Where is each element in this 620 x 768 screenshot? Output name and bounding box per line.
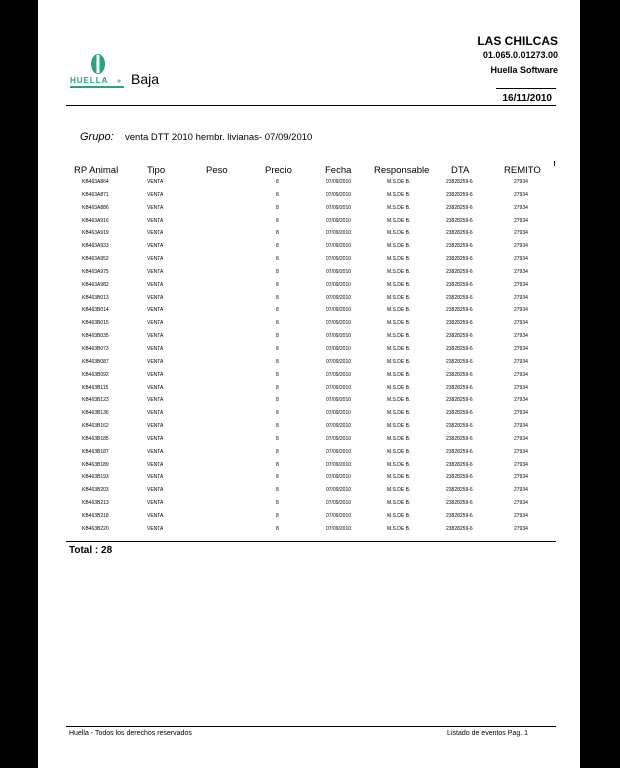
column-header-remito: REMITO <box>504 165 541 176</box>
cell-dta: 23828259-6 <box>446 512 473 519</box>
cell-responsable: M.S.DE B. <box>387 487 411 494</box>
table-row <box>38 241 580 254</box>
table-row <box>38 357 580 370</box>
table-row <box>38 203 580 216</box>
cell-fecha: 07/09/2010 <box>326 500 352 507</box>
cell-tipo: VENTA <box>147 243 164 250</box>
cell-tipo: VENTA <box>147 294 164 301</box>
cell-dta: 23828259-6 <box>446 435 473 442</box>
cell-fecha: 07/09/2010 <box>326 435 352 442</box>
cell-rp-animal: KB463B187 <box>82 448 109 455</box>
cell-remito: 27934 <box>514 191 528 198</box>
cell-rp-animal: KB463A864 <box>82 179 109 185</box>
cell-tipo: VENTA <box>147 307 164 314</box>
cell-rp-animal: KB463B014 <box>82 307 109 314</box>
cell-precio: 8 <box>276 294 279 301</box>
cell-tipo: VENTA <box>147 345 164 352</box>
cell-fecha: 07/09/2010 <box>326 371 352 378</box>
column-header-responsable: Responsable <box>374 165 430 176</box>
cell-fecha: 07/09/2010 <box>326 230 352 237</box>
cell-rp-animal: KB463B185 <box>82 435 109 442</box>
table-row <box>38 331 580 344</box>
table-row <box>38 447 580 460</box>
cell-remito: 27934 <box>514 358 528 365</box>
cell-precio: 8 <box>276 525 279 532</box>
table-row <box>38 280 580 293</box>
cell-tipo: VENTA <box>147 500 164 507</box>
cell-rp-animal: KB463B193 <box>82 474 109 481</box>
cell-remito: 27934 <box>514 487 528 494</box>
table-row <box>38 460 580 473</box>
cell-tipo: VENTA <box>147 435 164 442</box>
cell-rp-animal: KB463B218 <box>82 512 109 519</box>
cell-tipo: VENTA <box>147 384 164 391</box>
cell-remito: 27934 <box>514 410 528 417</box>
cell-fecha: 07/09/2010 <box>326 333 352 340</box>
cell-fecha: 07/09/2010 <box>326 461 352 468</box>
cell-fecha: 07/09/2010 <box>326 268 352 275</box>
cell-remito: 27934 <box>514 294 528 301</box>
cell-fecha: 07/09/2010 <box>326 525 352 532</box>
cell-remito: 27934 <box>514 307 528 314</box>
cell-dta: 23828259-6 <box>446 371 473 378</box>
cell-precio: 8 <box>276 384 279 391</box>
cell-tipo: VENTA <box>147 371 164 378</box>
report-page <box>38 0 580 768</box>
cell-rp-animal: KB463A952 <box>82 256 109 263</box>
cell-dta: 23828259-6 <box>446 281 473 288</box>
cell-fecha: 07/09/2010 <box>326 397 352 404</box>
cell-precio: 8 <box>276 423 279 430</box>
group-label: Grupo: <box>80 131 114 143</box>
cell-dta: 23828259-6 <box>446 204 473 211</box>
cell-dta: 23828259-6 <box>446 333 473 340</box>
cell-remito: 27934 <box>514 243 528 250</box>
cell-fecha: 07/09/2010 <box>326 358 352 365</box>
table-row <box>38 305 580 318</box>
cell-tipo: VENTA <box>147 256 164 263</box>
cell-responsable: M.S.DE B. <box>387 474 411 481</box>
cell-responsable: M.S.DE B. <box>387 448 411 455</box>
cell-remito: 27934 <box>514 384 528 391</box>
cell-precio: 8 <box>276 358 279 365</box>
cell-tipo: VENTA <box>147 525 164 532</box>
cell-remito: 27934 <box>514 230 528 237</box>
svg-text:»: » <box>117 78 121 85</box>
cell-rp-animal: KB463B013 <box>82 294 109 301</box>
cell-tipo: VENTA <box>147 268 164 275</box>
cell-precio: 8 <box>276 179 279 185</box>
cell-fecha: 07/09/2010 <box>326 320 352 327</box>
cell-precio: 8 <box>276 256 279 263</box>
cell-fecha: 07/09/2010 <box>326 410 352 417</box>
table-row <box>38 395 580 408</box>
cell-tipo: VENTA <box>147 397 164 404</box>
cell-remito: 27934 <box>514 281 528 288</box>
footer-divider <box>66 726 556 727</box>
cell-remito: 27934 <box>514 448 528 455</box>
cell-dta: 23828259-6 <box>446 448 473 455</box>
cell-tipo: VENTA <box>147 474 164 481</box>
cell-tipo: VENTA <box>147 191 164 198</box>
cell-dta: 23828259-6 <box>446 397 473 404</box>
table-row <box>38 472 580 485</box>
cell-dta: 23828259-6 <box>446 500 473 507</box>
cell-dta: 23828259-6 <box>446 191 473 198</box>
cell-responsable: M.S.DE B. <box>387 191 411 198</box>
table-row <box>38 190 580 203</box>
cell-tipo: VENTA <box>147 410 164 417</box>
cell-responsable: M.S.DE B. <box>387 500 411 507</box>
cell-precio: 8 <box>276 435 279 442</box>
cell-tipo: VENTA <box>147 423 164 430</box>
cell-precio: 8 <box>276 461 279 468</box>
cell-rp-animal: KB463A916 <box>82 217 109 224</box>
cell-precio: 8 <box>276 448 279 455</box>
cell-tipo: VENTA <box>147 179 164 185</box>
cell-rp-animal: KB463B092 <box>82 371 109 378</box>
cell-rp-animal: KB463A919 <box>82 230 109 237</box>
cell-responsable: M.S.DE B. <box>387 281 411 288</box>
cell-responsable: M.S.DE B. <box>387 179 411 185</box>
cell-remito: 27934 <box>514 512 528 519</box>
cell-fecha: 07/09/2010 <box>326 179 352 185</box>
cell-fecha: 07/09/2010 <box>326 487 352 494</box>
cell-rp-animal: KB463B035 <box>82 333 109 340</box>
cell-dta: 23828259-6 <box>446 410 473 417</box>
table-row <box>38 498 580 511</box>
cell-responsable: M.S.DE B. <box>387 410 411 417</box>
cell-responsable: M.S.DE B. <box>387 294 411 301</box>
table-row <box>38 216 580 229</box>
cell-remito: 27934 <box>514 461 528 468</box>
cell-rp-animal: KB463B189 <box>82 461 109 468</box>
cell-fecha: 07/09/2010 <box>326 307 352 314</box>
cell-responsable: M.S.DE B. <box>387 243 411 250</box>
cell-remito: 27934 <box>514 397 528 404</box>
cell-precio: 8 <box>276 512 279 519</box>
cell-dta: 23828259-6 <box>446 294 473 301</box>
cell-responsable: M.S.DE B. <box>387 268 411 275</box>
cell-remito: 27934 <box>514 435 528 442</box>
cell-remito: 27934 <box>514 179 528 185</box>
cell-dta: 23828259-6 <box>446 461 473 468</box>
cell-precio: 8 <box>276 345 279 352</box>
column-header-dta: DTA <box>451 165 470 176</box>
table-row <box>38 177 580 190</box>
cell-fecha: 07/09/2010 <box>326 281 352 288</box>
cell-precio: 8 <box>276 500 279 507</box>
column-header-precio: Precio <box>265 165 292 176</box>
header-tick <box>554 161 555 166</box>
cell-precio: 8 <box>276 268 279 275</box>
table-row <box>38 344 580 357</box>
cell-fecha: 07/09/2010 <box>326 448 352 455</box>
cell-rp-animal: KB463B203 <box>82 487 109 494</box>
cell-responsable: M.S.DE B. <box>387 333 411 340</box>
cell-rp-animal: KB463B087 <box>82 358 109 365</box>
cell-fecha: 07/09/2010 <box>326 243 352 250</box>
cell-precio: 8 <box>276 307 279 314</box>
cell-tipo: VENTA <box>147 320 164 327</box>
cell-responsable: M.S.DE B. <box>387 512 411 519</box>
cell-dta: 23828259-6 <box>446 268 473 275</box>
total-count: Total : 28 <box>69 545 113 556</box>
establishment-code: 01.065.0.01273.00 <box>482 50 558 60</box>
cell-remito: 27934 <box>514 345 528 352</box>
cell-tipo: VENTA <box>147 448 164 455</box>
cell-precio: 8 <box>276 474 279 481</box>
cell-fecha: 07/09/2010 <box>326 191 352 198</box>
cell-remito: 27934 <box>514 217 528 224</box>
cell-dta: 23828259-6 <box>446 217 473 224</box>
cell-precio: 8 <box>276 204 279 211</box>
cell-responsable: M.S.DE B. <box>387 204 411 211</box>
cell-rp-animal: KB463B115 <box>82 384 109 391</box>
report-title: Baja <box>131 71 160 87</box>
cell-responsable: M.S.DE B. <box>387 345 411 352</box>
cell-dta: 23828259-6 <box>446 474 473 481</box>
cell-responsable: M.S.DE B. <box>387 384 411 391</box>
cell-responsable: M.S.DE B. <box>387 461 411 468</box>
cell-rp-animal: KB463A886 <box>82 204 109 211</box>
cell-responsable: M.S.DE B. <box>387 371 411 378</box>
cell-responsable: M.S.DE B. <box>387 230 411 237</box>
cell-dta: 23828259-6 <box>446 345 473 352</box>
cell-fecha: 07/09/2010 <box>326 294 352 301</box>
table-row <box>38 434 580 447</box>
cell-responsable: M.S.DE B. <box>387 320 411 327</box>
cell-fecha: 07/09/2010 <box>326 384 352 391</box>
cell-tipo: VENTA <box>147 230 164 237</box>
cell-fecha: 07/09/2010 <box>326 256 352 263</box>
footer-page: Listado de eventos Pag. 1 <box>447 730 528 737</box>
cell-precio: 8 <box>276 281 279 288</box>
svg-text:HUELLA: HUELLA <box>70 76 109 85</box>
table-row <box>38 254 580 267</box>
cell-fecha: 07/09/2010 <box>326 217 352 224</box>
table-row <box>38 293 580 306</box>
table-row <box>38 511 580 524</box>
cell-responsable: M.S.DE B. <box>387 525 411 532</box>
cell-precio: 8 <box>276 320 279 327</box>
huella-logo <box>68 52 126 92</box>
cell-responsable: M.S.DE B. <box>387 307 411 314</box>
cell-dta: 23828259-6 <box>446 179 473 185</box>
cell-tipo: VENTA <box>147 281 164 288</box>
events-table <box>38 177 580 537</box>
cell-tipo: VENTA <box>147 487 164 494</box>
table-row <box>38 408 580 421</box>
table-row <box>38 370 580 383</box>
cell-fecha: 07/09/2010 <box>326 345 352 352</box>
date-rule <box>496 88 556 89</box>
cell-remito: 27934 <box>514 474 528 481</box>
company-name: LAS CHILCAS <box>477 34 558 48</box>
cell-remito: 27934 <box>514 423 528 430</box>
cell-precio: 8 <box>276 230 279 237</box>
cell-remito: 27934 <box>514 204 528 211</box>
cell-precio: 8 <box>276 487 279 494</box>
cell-responsable: M.S.DE B. <box>387 256 411 263</box>
cell-rp-animal: KB463A975 <box>82 268 109 275</box>
cell-remito: 27934 <box>514 500 528 507</box>
cell-dta: 23828259-6 <box>446 384 473 391</box>
cell-dta: 23828259-6 <box>446 487 473 494</box>
cell-tipo: VENTA <box>147 204 164 211</box>
cell-tipo: VENTA <box>147 333 164 340</box>
column-header-peso: Peso <box>206 165 228 176</box>
cell-precio: 8 <box>276 191 279 198</box>
cell-fecha: 07/09/2010 <box>326 423 352 430</box>
cell-remito: 27934 <box>514 268 528 275</box>
cell-responsable: M.S.DE B. <box>387 435 411 442</box>
table-row <box>38 383 580 396</box>
header-divider <box>66 105 556 106</box>
cell-rp-animal: KB463B136 <box>82 410 109 417</box>
cell-fecha: 07/09/2010 <box>326 474 352 481</box>
cell-remito: 27934 <box>514 256 528 263</box>
report-date: 16/11/2010 <box>502 93 552 104</box>
cell-tipo: VENTA <box>147 461 164 468</box>
cell-responsable: M.S.DE B. <box>387 397 411 404</box>
cell-rp-animal: KB463B073 <box>82 345 109 352</box>
table-divider <box>66 541 556 542</box>
group-value: venta DTT 2010 hembr. livianas- 07/09/2010 <box>125 132 313 143</box>
cell-dta: 23828259-6 <box>446 230 473 237</box>
column-header-rp-animal: RP Animal <box>74 165 119 176</box>
cell-rp-animal: KB463B015 <box>82 320 109 327</box>
cell-dta: 23828259-6 <box>446 256 473 263</box>
column-header-tipo: Tipo <box>147 165 166 176</box>
cell-rp-animal: KB463B213 <box>82 500 109 507</box>
cell-precio: 8 <box>276 397 279 404</box>
footer-copyright: Huella - Todos los derechos reservados <box>69 730 192 737</box>
table-row <box>38 228 580 241</box>
cell-remito: 27934 <box>514 371 528 378</box>
cell-dta: 23828259-6 <box>446 320 473 327</box>
table-row <box>38 524 580 537</box>
cell-remito: 27934 <box>514 525 528 532</box>
cell-precio: 8 <box>276 217 279 224</box>
cell-remito: 27934 <box>514 320 528 327</box>
cell-dta: 23828259-6 <box>446 243 473 250</box>
cell-rp-animal: KB463B162 <box>82 423 109 430</box>
cell-precio: 8 <box>276 243 279 250</box>
software-name: Huella Software <box>490 65 558 75</box>
cell-tipo: VENTA <box>147 358 164 365</box>
cell-dta: 23828259-6 <box>446 423 473 430</box>
table-row <box>38 485 580 498</box>
cell-fecha: 07/09/2010 <box>326 512 352 519</box>
cell-rp-animal: KB463B123 <box>82 397 109 404</box>
cell-tipo: VENTA <box>147 512 164 519</box>
cell-responsable: M.S.DE B. <box>387 358 411 365</box>
table-row <box>38 318 580 331</box>
cell-responsable: M.S.DE B. <box>387 423 411 430</box>
cell-precio: 8 <box>276 333 279 340</box>
cell-dta: 23828259-6 <box>446 307 473 314</box>
table-row <box>38 267 580 280</box>
cell-dta: 23828259-6 <box>446 525 473 532</box>
cell-precio: 8 <box>276 410 279 417</box>
cell-dta: 23828259-6 <box>446 358 473 365</box>
cell-fecha: 07/09/2010 <box>326 204 352 211</box>
column-header-fecha: Fecha <box>325 165 352 176</box>
cell-tipo: VENTA <box>147 217 164 224</box>
table-row <box>38 421 580 434</box>
cell-precio: 8 <box>276 371 279 378</box>
cell-rp-animal: KB463A871 <box>82 191 109 198</box>
cell-rp-animal: KB463B220 <box>82 525 109 532</box>
cell-rp-animal: KB463A933 <box>82 243 109 250</box>
cell-responsable: M.S.DE B. <box>387 217 411 224</box>
cell-rp-animal: KB463A982 <box>82 281 109 288</box>
cell-remito: 27934 <box>514 333 528 340</box>
